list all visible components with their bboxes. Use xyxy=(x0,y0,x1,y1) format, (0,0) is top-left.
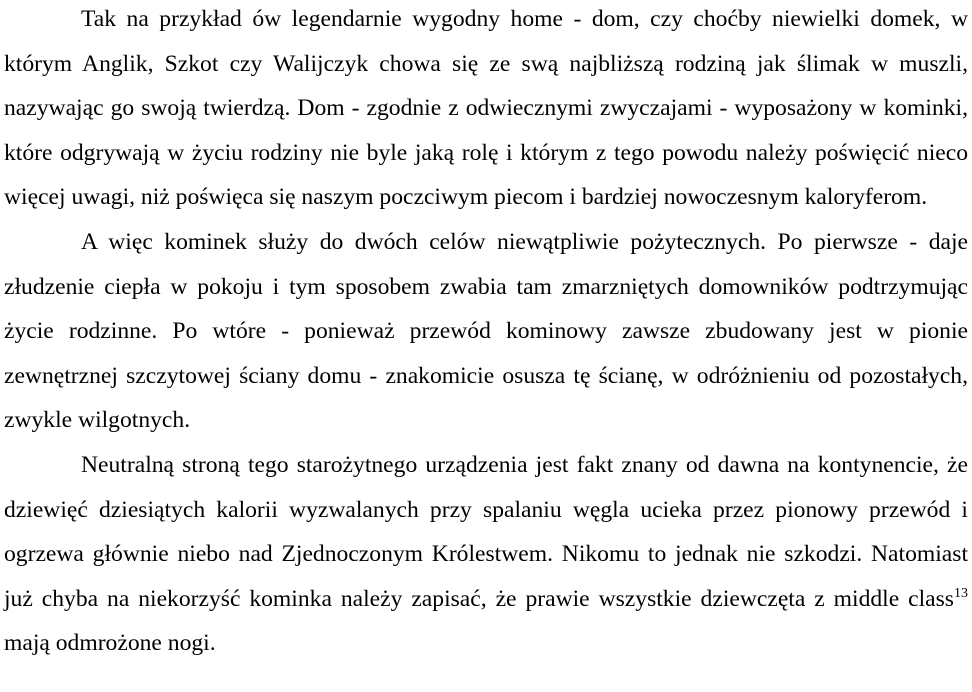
document-page xyxy=(4,0,968,666)
footnote-reference: 13 xyxy=(954,585,968,601)
paragraph-3 xyxy=(4,443,968,666)
paragraph-2: A więc kominek służy do dwóch celów niewątpliwie pożytecznych. Po pierwsze - daje złudzenie ciepła w pokoju i tym sposobem zwabia tam zmarzniętych domowników podtrzymując życie rodzinne. Po wtóre - ponieważ przewód kominowy zawsze zbudowany jest w pionie zewnętrznej szczytowej ściany domu - znakomicie osusza tę ścianę, w odróżnieniu od pozostałych, zwykle wilgotnych. xyxy=(4,228,968,434)
paragraph-1: Tak na przykład ów legendarnie wygodny home - dom, czy choćby niewielki domek, w którym Anglik, Szkot czy Walijczyk chowa się ze swą najbliższą rodziną jak ślimak w muszli, nazywając go swoją twierdzą. Dom - zgodnie z odwiecznymi zwyczajami - wyposażony w kominki, które odgrywają w życiu rodziny nie byle jaką rolę i którym z tego powodu należy poświęcić nieco więcej uwagi, niż poświęca się naszym poczciwym piecom i bardziej nowoczesnym kaloryferom. xyxy=(4,6,968,211)
paragraph-3-text-after-footnote: mają odmrożone nogi. xyxy=(4,630,216,657)
paragraph-3-text-before-footnote: Neutralną stroną tego starożytnego urządzenia jest fakt znany od dawna na kontynencie, że dziewięć dziesiątych kalorii wyzwalanych przy spalaniu węgla ucieka przez pionowy przewód i ogrzewa głównie niebo nad Zjednoczonym Królestwem. Nikomu to jednak nie szkodzi. Natomiast już chyba na niekorzyść kominka należy zapisać, że prawie wszystkie dziewczęta z middle class xyxy=(4,451,968,612)
